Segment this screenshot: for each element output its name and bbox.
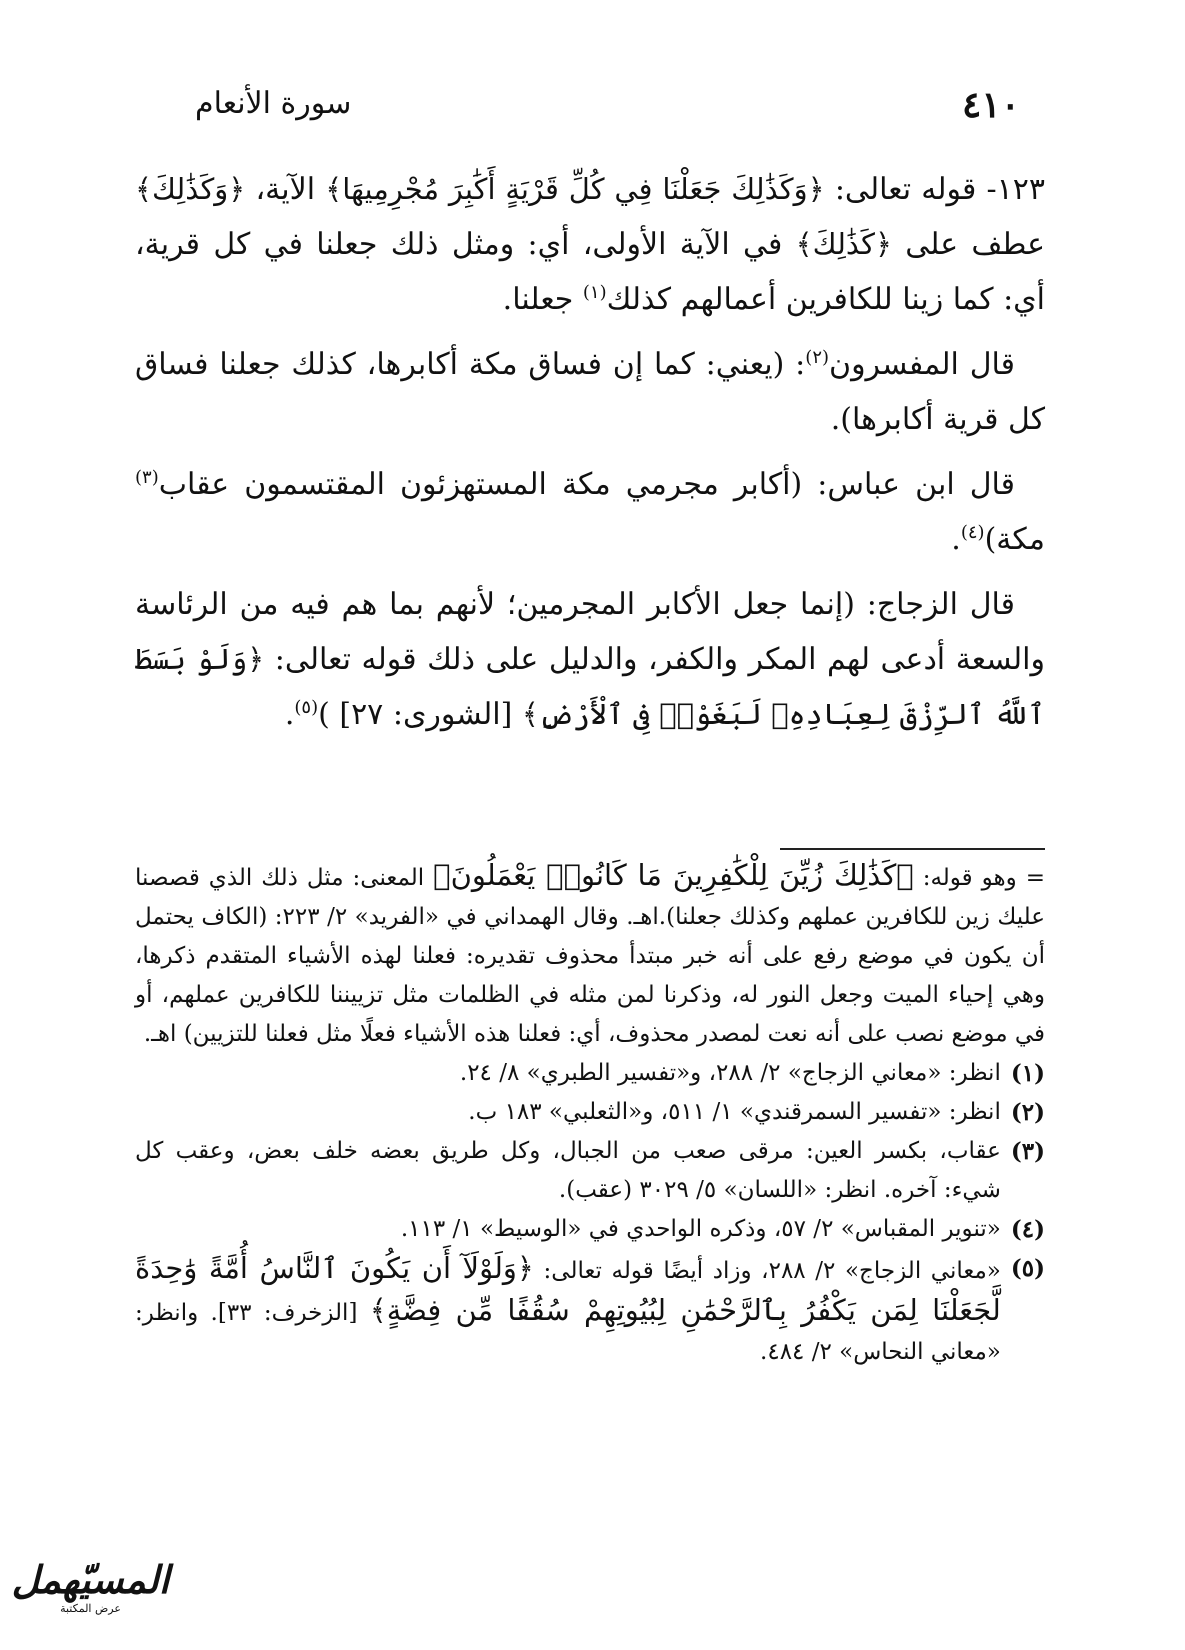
text-span: في الآية الأولى، أي: ومثل ذلك جعلنا في كل قرية، أي: كما زينا للكافرين أعمالهم كذلك [135, 227, 1045, 317]
verse-reference: [الشورى: ٢٧] ) [318, 697, 522, 732]
library-logo [8, 1558, 173, 1640]
footnote-continuation [135, 856, 1045, 1054]
page-number: ٤١٠ [961, 84, 1020, 126]
footnote-ref-3[interactable]: (٣) [135, 467, 159, 488]
footnote-number: (٤) [1010, 1216, 1045, 1243]
text-span: الآية، [245, 172, 326, 207]
footnote-number: (٥) [1010, 1255, 1045, 1282]
page-header [195, 82, 1020, 132]
footnote-4 [135, 1210, 1045, 1249]
text-span: . [951, 522, 961, 557]
footnote-number: (١) [1010, 1060, 1045, 1087]
footnote-ref-1[interactable]: (١) [582, 282, 607, 303]
text-span: = وهو قوله: [913, 865, 1046, 891]
footnote-ref-5[interactable]: (٥) [294, 697, 319, 718]
text-span: . [284, 697, 295, 732]
footnote-5 [135, 1249, 1045, 1372]
footnote-ref-2[interactable]: (٢) [805, 347, 830, 368]
footnote-text: انظر: «تفسير السمرقندي» ١/ ٥١١، و«الثعلبي» ١٨٣ ب. [468, 1099, 1001, 1125]
paragraph-123 [135, 162, 1045, 327]
logo-subtitle: عرض المكتبة [60, 1602, 121, 1615]
text-span: «معاني الزجاج» ٢/ ٢٨٨، وزاد أيضًا قوله تعالى: [533, 1258, 1001, 1284]
text-span: [الزخرف: ٣٣]. وانظر: «معاني النحاس» ٢/ ٤٨٤. [135, 1300, 1001, 1365]
paragraph-lead: ١٢٣- قوله تعالى: [824, 172, 1045, 207]
footnote-2 [135, 1093, 1045, 1132]
paragraph-ibn-abbas [135, 457, 1045, 567]
footnote-1 [135, 1054, 1045, 1093]
footnote-3 [135, 1132, 1045, 1210]
quran-verse: ﴿كَذَٰلِكَ زُيِّنَ لِلْكَٰفِرِينَ مَا كَانُوا۟ يَعْمَلُونَ﴾ [433, 858, 914, 892]
paragraph-mufassirun [135, 337, 1045, 447]
quran-verse: ﴿وَكَذَٰلِكَ جَعَلْنَا فِي كُلِّ قَرْيَةٍ أَكَٰبِرَ مُجْرِمِيهَا﴾ [325, 172, 825, 206]
footnote-text: عقاب، بكسر العين: مرقى صعب من الجبال، وكل طريق بعضه خلف بعض، وعقب كل شيء: آخره. انظر: «اللسان» ٥/ ٣٠٢٩ (عقب). [135, 1138, 1001, 1203]
footnote-text: انظر: «معاني الزجاج» ٢/ ٢٨٨، و«تفسير الطبري» ٨/ ٢٤. [459, 1060, 1001, 1086]
text-span: مكة) [984, 522, 1045, 557]
main-text [135, 162, 1045, 752]
text-span: : (يعني: كما إن فساق مكة أكابرها، كذلك جعلنا فساق كل قرية أكابرها). [135, 347, 1045, 437]
text-span: المعنى: مثل ذلك الذي قصصنا عليك زين للكافرين عملهم وكذلك جعلنا).اهـ. وقال الهمداني في «الفريد» ٢/ ٢٢٣: (الكاف يحتمل أن يكون في موضع رفع على أنه خبر مبتدأ محذوف تقديره: فعلنا لهذه الأشياء المتقدم ذكرها، وهي إحياء الميت وجعل النور له، وذكرنا لمن مثله في الظلمات مثل تزييننا للكافرين عملهم، أو في موضع نصب على أنه نعت لمصدر محذوف، أي: فعلنا هذه الأشياء فعلًا مثل فعلنا للتزيين) اهـ. [135, 865, 1045, 1047]
footnote-number: (٣) [1010, 1138, 1045, 1165]
paragraph-zajjaj [135, 577, 1045, 742]
quran-verse: ﴿وَلَوْلَآ أَن يَكُونَ ٱلنَّاسُ أُمَّةً وَٰحِدَةً لَّجَعَلْنَا لِمَن يَكْفُرُ بِٱلرَّحْمَٰنِ لِبُيُوتِهِمْ سُقُفًا مِّن فِضَّةٍ﴾ [135, 1251, 1001, 1327]
quran-verse: ﴿كَذَٰلِكَ﴾ [795, 227, 892, 261]
footnotes [135, 856, 1045, 1372]
footnote-ref-4[interactable]: (٤) [960, 522, 985, 543]
logo-calligraphy: المسيّهمل [11, 1557, 170, 1602]
text-span: جعلنا. [502, 282, 583, 317]
text-span: قال ابن عباس: (أكابر مجرمي مكة المستهزئون المقتسمون عقاب [158, 467, 1015, 502]
text-span: عطف على [891, 227, 1045, 262]
text-span: قال الزجاج: (إنما جعل الأكابر المجرمين؛ لأنهم بما هم فيه من الرئاسة والسعة أدعى لهم المكر والكفر، والدليل على ذلك قوله تعالى: [135, 587, 1045, 677]
footnote-number: (٢) [1010, 1099, 1045, 1126]
quran-verse: ﴿وَلَوْ بَسَطَ ٱللَّهُ ٱلرِّزْقَ لِعِبَادِهِۦ لَبَغَوْا۟ فِى ٱلْأَرْضِ﴾ [135, 642, 1045, 731]
footnote-text [135, 1249, 1001, 1372]
surah-title: سورة الأنعام [195, 86, 352, 121]
footnote-text: «تنوير المقباس» ٢/ ٥٧، وذكره الواحدي في «الوسيط» ١/ ١١٣. [400, 1216, 1001, 1242]
text-span: قال المفسرون [829, 347, 1015, 382]
footnote-divider [780, 848, 1045, 850]
quran-verse: ﴿وَكَذَٰلِكَ﴾ [135, 172, 246, 206]
